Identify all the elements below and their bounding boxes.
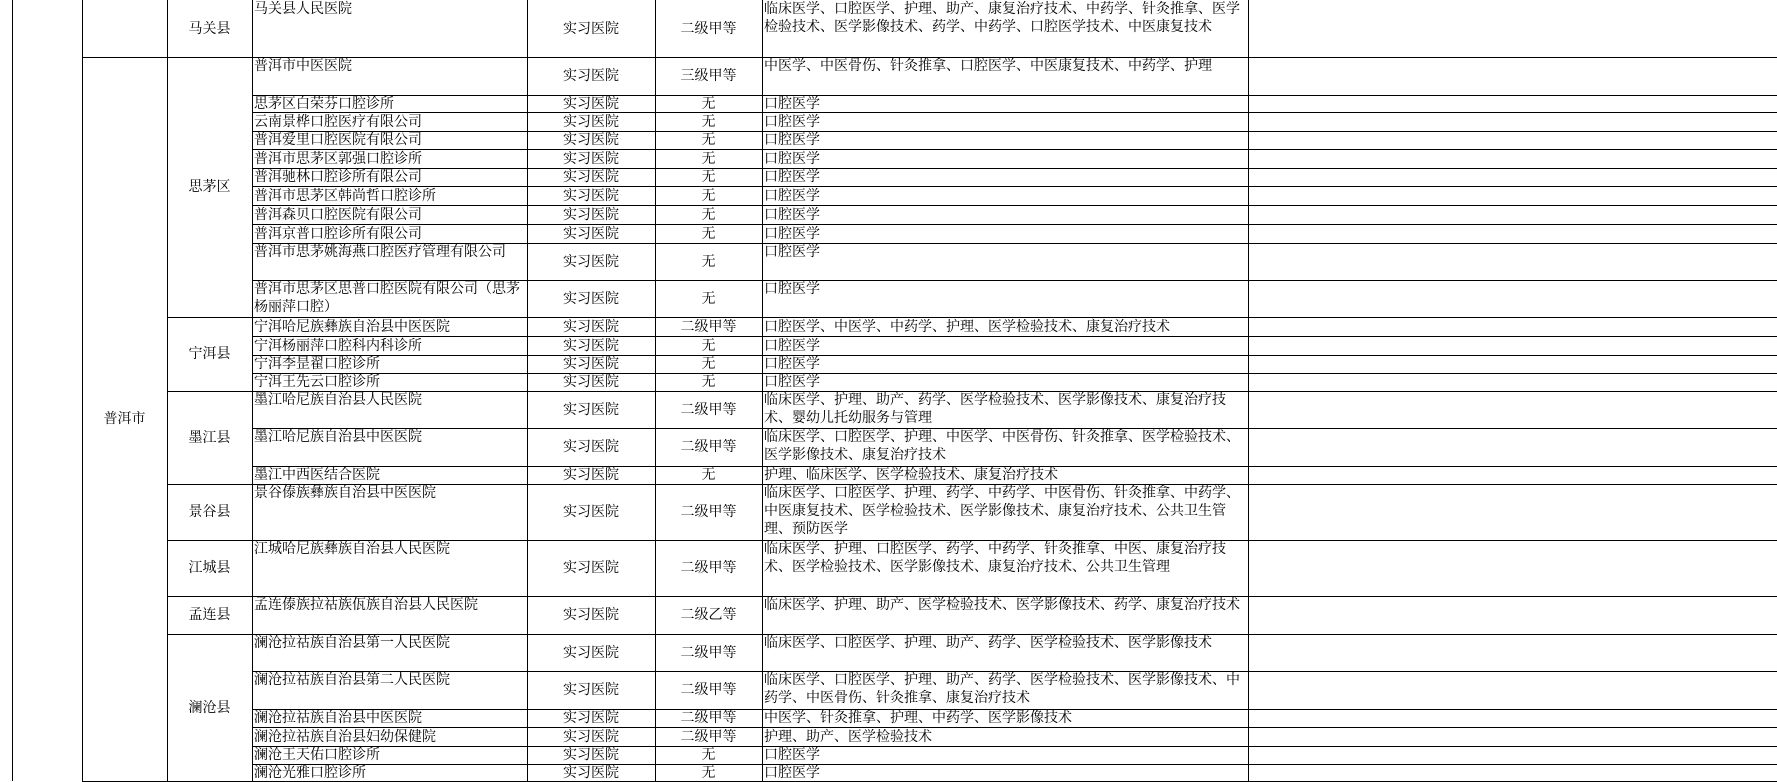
hospital-type: 实习医院 — [563, 747, 619, 763]
hospital-name: 澜沧王天佑口腔诊所 — [254, 747, 380, 763]
internship-majors: 护理、临床医学、医学检验技术、康复治疗技术 — [764, 467, 1058, 483]
internship-majors: 口腔医学 — [764, 150, 820, 167]
hospital-name: 澜沧拉祜族自治县中医医院 — [254, 710, 422, 726]
hospital-name: 墨江中西医结合医院 — [254, 467, 380, 483]
hospital-level: 无 — [701, 337, 716, 354]
internship-majors: 口腔医学 — [764, 206, 820, 223]
hospital-level: 二级甲等 — [680, 682, 737, 698]
internship-majors: 护理、助产、医学检验技术 — [764, 728, 932, 745]
hospital-type: 实习医院 — [563, 728, 619, 745]
grid-line — [655, 0, 656, 781]
internship-majors: 中医学、针灸推拿、护理、中药学、医学影像技术 — [764, 710, 1072, 726]
hospital-level: 无 — [701, 132, 716, 148]
internship-majors: 中医学、中医骨伤、针灸推拿、口腔医学、中医康复技术、中药学、护理 — [764, 58, 1212, 74]
hospital-name: 澜沧光雅口腔诊所 — [254, 764, 366, 781]
city-name: 普洱市 — [103, 411, 146, 427]
grid-line — [82, 0, 83, 781]
hospital-type: 实习医院 — [563, 374, 619, 390]
county-name: 思茅区 — [188, 179, 231, 195]
internship-majors: 口腔医学 — [764, 187, 820, 204]
hospital-level: 无 — [701, 150, 716, 167]
hospital-level: 二级甲等 — [680, 710, 737, 726]
hospital-level: 三级甲等 — [680, 68, 737, 84]
hospital-level: 二级甲等 — [680, 644, 737, 661]
county-name: 墨江县 — [188, 429, 231, 446]
hospital-level: 二级甲等 — [680, 728, 737, 745]
internship-majors: 口腔医学、中医学、中药学、护理、医学检验技术、康复治疗技术 — [764, 318, 1170, 335]
internship-majors: 口腔医学 — [764, 374, 820, 390]
hospital-name: 普洱森贝口腔医院有限公司 — [254, 206, 422, 223]
internship-majors: 临床医学、护理、助产、医学检验技术、医学影像技术、药学、康复治疗技术 — [764, 597, 1240, 613]
hospital-name: 思茅区白荣芬口腔诊所 — [254, 95, 394, 112]
hospital-level: 无 — [701, 169, 716, 185]
hospital-type: 实习医院 — [563, 337, 619, 354]
internship-majors: 临床医学、护理、助产、药学、医学检验技术、医学影像技术、康复治疗技术、婴幼儿托幼服务与管理 — [764, 392, 1226, 426]
hospital-type: 实习医院 — [563, 169, 619, 185]
hospital-level: 二级甲等 — [680, 20, 737, 37]
grid-line — [252, 0, 253, 781]
internship-majors: 临床医学、口腔医学、护理、助产、康复治疗技术、中药学、针灸推拿、医学检验技术、医学影像技术、药学、中药学、口腔医学技术、中医康复技术 — [764, 1, 1240, 35]
internship-majors: 口腔医学 — [764, 747, 820, 763]
hospital-level: 无 — [701, 356, 716, 372]
hospital-type: 实习医院 — [563, 439, 619, 455]
hospital-name: 澜沧拉祜族自治县第二人民医院 — [254, 672, 450, 688]
hospital-level: 二级甲等 — [680, 318, 737, 335]
hospital-name: 普洱市思茅区思普口腔医院有限公司（思茅杨丽萍口腔） — [254, 281, 520, 315]
hospital-level: 无 — [701, 290, 716, 307]
hospital-type: 实习医院 — [563, 318, 619, 335]
hospital-type: 实习医院 — [563, 95, 619, 112]
internship-majors: 临床医学、口腔医学、护理、药学、中药学、中医骨伤、针灸推拿、中药学、中医康复技术、医学检验技术、医学影像技术、康复治疗技术、公共卫生管理、预防医学 — [764, 485, 1240, 537]
hospital-type: 实习医院 — [563, 132, 619, 148]
hospital-level: 无 — [701, 206, 716, 223]
hospital-name: 景谷傣族彝族自治县中医医院 — [254, 485, 436, 501]
hospital-type: 实习医院 — [563, 150, 619, 167]
hospital-type: 实习医院 — [563, 206, 619, 223]
internship-majors: 临床医学、口腔医学、护理、助产、药学、医学检验技术、医学影像技术、中药学、中医骨伤、针灸推拿、康复治疗技术 — [764, 672, 1240, 706]
hospital-name: 云南景桦口腔医疗有限公司 — [254, 113, 422, 130]
internship-majors: 口腔医学 — [764, 225, 820, 242]
hospital-type: 实习医院 — [563, 225, 619, 242]
internship-majors: 口腔医学 — [764, 764, 820, 781]
hospital-type: 实习医院 — [563, 607, 619, 623]
hospital-level: 无 — [701, 374, 716, 390]
grid-line — [762, 0, 763, 781]
hospital-name: 墨江哈尼族自治县人民医院 — [254, 392, 422, 408]
grid-line — [1248, 0, 1249, 781]
county-name: 马关县 — [188, 20, 231, 37]
internship-majors: 口腔医学 — [764, 95, 820, 112]
internship-majors: 临床医学、口腔医学、护理、助产、药学、医学检验技术、医学影像技术 — [764, 635, 1212, 651]
hospital-level: 无 — [701, 225, 716, 242]
hospital-level: 无 — [701, 187, 716, 204]
hospital-level: 二级甲等 — [680, 504, 737, 520]
hospital-name: 普洱市思茅区韩尚哲口腔诊所 — [254, 187, 436, 204]
hospital-type: 实习医院 — [563, 710, 619, 726]
hospital-name: 宁洱哈尼族彝族自治县中医医院 — [254, 318, 450, 335]
hospital-name: 宁洱王先云口腔诊所 — [254, 374, 380, 390]
hospital-type: 实习医院 — [563, 467, 619, 483]
hospital-name: 澜沧拉祜族自治县妇幼保健院 — [254, 728, 436, 745]
hospital-type: 实习医院 — [563, 20, 619, 37]
county-name: 澜沧县 — [188, 699, 231, 716]
hospital-type: 实习医院 — [563, 113, 619, 130]
internship-majors: 口腔医学 — [764, 356, 820, 372]
hospital-type: 实习医院 — [563, 290, 619, 307]
hospital-name: 普洱市中医医院 — [254, 58, 352, 74]
grid-line — [167, 0, 168, 781]
hospital-type: 实习医院 — [563, 504, 619, 520]
internship-majors: 口腔医学 — [764, 337, 820, 354]
hospital-name: 澜沧拉祜族自治县第一人民医院 — [254, 635, 450, 651]
hospital-level: 无 — [701, 113, 716, 130]
hospital-level: 无 — [701, 95, 716, 112]
grid-line — [527, 0, 528, 781]
hospital-name: 宁洱杨丽萍口腔科内科诊所 — [254, 337, 422, 354]
hospital-name: 普洱市思茅区郭强口腔诊所 — [254, 150, 422, 167]
hospital-name: 孟连傣族拉祜族佤族自治县人民医院 — [254, 597, 478, 613]
hospital-name: 墨江哈尼族自治县中医医院 — [254, 429, 422, 445]
county-name: 江城县 — [188, 560, 231, 576]
internship-majors: 口腔医学 — [764, 281, 820, 297]
hospital-type: 实习医院 — [563, 682, 619, 698]
hospital-level: 无 — [701, 467, 716, 483]
county-name: 宁洱县 — [188, 346, 231, 362]
internship-majors: 口腔医学 — [764, 132, 820, 148]
hospital-level: 无 — [701, 764, 716, 781]
internship-majors: 口腔医学 — [764, 169, 820, 185]
internship-majors: 口腔医学 — [764, 244, 820, 260]
hospital-level: 无 — [701, 253, 716, 270]
county-name: 孟连县 — [188, 607, 231, 623]
hospital-type: 实习医院 — [563, 764, 619, 781]
internship-majors: 临床医学、口腔医学、护理、中医学、中医骨伤、针灸推拿、医学检验技术、医学影像技术、康复治疗技术 — [764, 429, 1240, 463]
hospital-type: 实习医院 — [563, 560, 619, 576]
hospital-type: 实习医院 — [563, 644, 619, 661]
hospital-name: 普洱市思茅姚海燕口腔医疗管理有限公司 — [254, 244, 506, 260]
county-name: 景谷县 — [188, 504, 231, 520]
hospital-level: 二级甲等 — [680, 560, 737, 576]
hospital-name: 普洱驰林口腔诊所有限公司 — [254, 169, 422, 185]
hospital-name: 普洱京普口腔诊所有限公司 — [254, 225, 422, 242]
internship-majors: 口腔医学 — [764, 113, 820, 130]
hospital-name: 普洱爱里口腔医院有限公司 — [254, 132, 422, 148]
hospital-type: 实习医院 — [563, 187, 619, 204]
hospital-level: 二级甲等 — [680, 401, 737, 418]
internship-majors: 临床医学、护理、口腔医学、药学、中药学、针灸推拿、中医、康复治疗技术、医学检验技术、医学影像技术、康复治疗技术、公共卫生管理 — [764, 541, 1226, 575]
hospital-type: 实习医院 — [563, 356, 619, 372]
hospital-level: 二级甲等 — [680, 439, 737, 455]
grid-line — [12, 0, 13, 781]
hospital-level: 二级乙等 — [680, 607, 737, 623]
hospital-level: 无 — [701, 747, 716, 763]
hospital-name: 宁洱李昰翟口腔诊所 — [254, 356, 380, 372]
hospital-name: 马关县人民医院 — [254, 1, 352, 17]
hospital-type: 实习医院 — [563, 401, 619, 418]
hospital-name: 江城哈尼族彝族自治县人民医院 — [254, 541, 450, 557]
hospital-type: 实习医院 — [563, 68, 619, 84]
hospital-type: 实习医院 — [563, 253, 619, 270]
city-name — [82, 0, 167, 57]
